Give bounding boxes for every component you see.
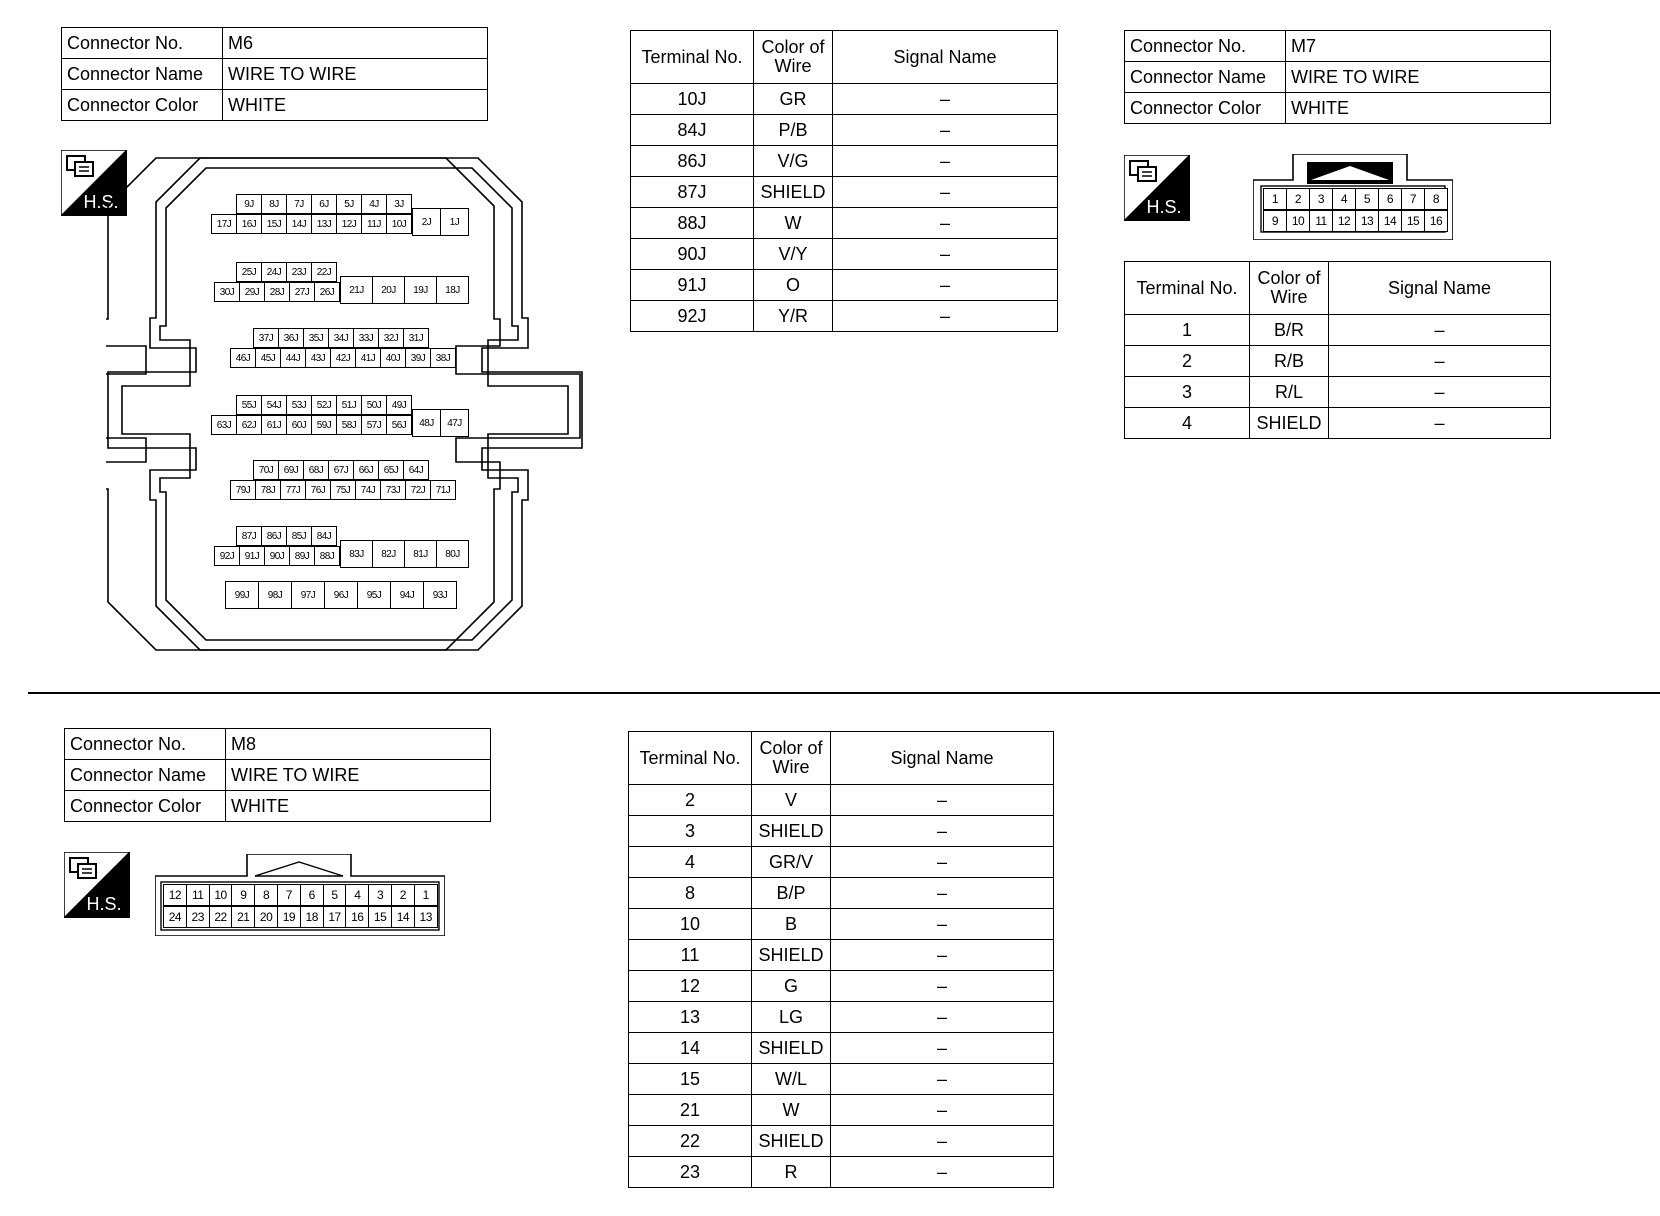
signal-name-cell: – — [833, 208, 1058, 239]
terminal-pin: 20 — [254, 906, 278, 928]
terminal-pin: 6J — [311, 194, 337, 214]
info-value: WIRE TO WIRE — [226, 760, 491, 791]
terminal-pin: 11 — [1309, 210, 1333, 232]
table-row — [1125, 377, 1551, 408]
info-label: Connector Name — [62, 59, 223, 90]
terminal-no-cell: 88J — [631, 208, 754, 239]
signal-name-cell: – — [831, 878, 1054, 909]
terminal-pin: 9 — [1263, 210, 1287, 232]
terminal-no-cell: 15 — [629, 1064, 752, 1095]
wire-color-cell: LG — [752, 1002, 831, 1033]
terminal-pin: 72J — [405, 480, 431, 500]
terminal-pin: 67J — [328, 460, 354, 480]
terminal-pin: 37J — [253, 328, 279, 348]
info-value: M7 — [1286, 31, 1551, 62]
terminal-pin: 12 — [1332, 210, 1356, 232]
terminal-pin: 36J — [278, 328, 304, 348]
terminal-pin: 7 — [277, 884, 301, 906]
table-row — [629, 909, 1054, 940]
terminal-pin: 2J — [412, 208, 441, 236]
terminal-pin: 79J — [230, 480, 256, 500]
terminal-pin: 13 — [1355, 210, 1379, 232]
info-row — [62, 28, 488, 59]
terminal-pin: 30J — [214, 282, 240, 302]
terminal-pin: 97J — [291, 581, 325, 609]
header-signal-name: Signal Name — [831, 732, 1054, 785]
terminal-pin: 60J — [286, 415, 312, 435]
terminal-pin: 10J — [386, 214, 412, 234]
wire-color-cell: SHIELD — [752, 940, 831, 971]
hs-label: H.S. — [1146, 197, 1182, 217]
wire-color-cell: W — [752, 1095, 831, 1126]
table-row — [1125, 315, 1551, 346]
table-row — [629, 1095, 1054, 1126]
wire-color-cell: W — [754, 208, 833, 239]
terminal-pin: 13J — [311, 214, 337, 234]
terminal-pin: 96J — [324, 581, 358, 609]
terminal-pin: 23 — [186, 906, 210, 928]
signal-name-cell: – — [833, 84, 1058, 115]
terminal-pin: 21 — [231, 906, 255, 928]
terminal-no-cell: 92J — [631, 301, 754, 332]
terminal-pin: 74J — [355, 480, 381, 500]
terminal-pin: 73J — [380, 480, 406, 500]
terminal-pin: 20J — [372, 276, 405, 304]
terminal-pin: 58J — [336, 415, 362, 435]
terminal-no-cell: 14 — [629, 1033, 752, 1064]
table-row — [1125, 346, 1551, 377]
wire-color-cell: P/B — [754, 115, 833, 146]
terminal-no-cell: 91J — [631, 270, 754, 301]
info-label: Connector No. — [1125, 31, 1286, 62]
m8-connector-info — [64, 728, 491, 822]
signal-name-cell: – — [831, 1002, 1054, 1033]
m7-connector-info — [1124, 30, 1551, 124]
terminal-pin: 39J — [405, 348, 431, 368]
table-row — [631, 146, 1058, 177]
info-label: Connector No. — [65, 729, 226, 760]
terminal-pin: 78J — [255, 480, 281, 500]
terminal-pin: 26J — [314, 282, 340, 302]
terminal-pin: 24J — [261, 262, 287, 282]
info-value: WHITE — [1286, 93, 1551, 124]
terminal-pin: 86J — [261, 526, 287, 546]
terminal-no-cell: 4 — [629, 847, 752, 878]
header-terminal-no: Terminal No. — [629, 732, 752, 785]
terminal-pin: 16 — [1424, 210, 1448, 232]
terminal-pin: 57J — [361, 415, 387, 435]
header-signal-name: Signal Name — [833, 31, 1058, 84]
signal-name-cell: – — [1329, 315, 1551, 346]
terminal-pin: 29J — [239, 282, 265, 302]
info-value: WIRE TO WIRE — [223, 59, 488, 90]
terminal-pin: 90J — [264, 546, 290, 566]
wire-color-cell: W/L — [752, 1064, 831, 1095]
terminal-pin: 4J — [361, 194, 387, 214]
terminal-pin: 95J — [357, 581, 391, 609]
terminal-no-cell: 87J — [631, 177, 754, 208]
wire-color-cell: B — [752, 909, 831, 940]
terminal-pin: 65J — [378, 460, 404, 480]
terminal-pin: 84J — [311, 526, 337, 546]
terminal-pin: 24 — [163, 906, 187, 928]
terminal-pin: 61J — [261, 415, 287, 435]
header-color-of-wire: Color of Wire — [754, 31, 833, 84]
terminal-pin: 3J — [386, 194, 412, 214]
terminal-pin: 54J — [261, 395, 287, 415]
terminal-pin: 94J — [390, 581, 424, 609]
terminal-pin: 1 — [414, 884, 438, 906]
table-row — [629, 816, 1054, 847]
terminal-pin: 4 — [345, 884, 369, 906]
terminal-pin: 59J — [311, 415, 337, 435]
terminal-pin: 16 — [345, 906, 369, 928]
terminal-pin: 49J — [386, 395, 412, 415]
table-row — [631, 115, 1058, 146]
terminal-pin: 14J — [286, 214, 312, 234]
terminal-pin: 15J — [261, 214, 287, 234]
terminal-no-cell: 3 — [629, 816, 752, 847]
m8-connector-face — [155, 854, 445, 936]
wire-color-cell: V/Y — [754, 239, 833, 270]
info-label: Connector No. — [62, 28, 223, 59]
terminal-pin: 17 — [323, 906, 347, 928]
terminal-pin: 33J — [353, 328, 379, 348]
terminal-pin: 9J — [236, 194, 262, 214]
terminal-pin: 71J — [430, 480, 456, 500]
signal-name-cell: – — [831, 1095, 1054, 1126]
terminal-pin: 69J — [278, 460, 304, 480]
terminal-pin: 5 — [323, 884, 347, 906]
info-value: WIRE TO WIRE — [1286, 62, 1551, 93]
signal-name-cell: – — [831, 847, 1054, 878]
info-label: Connector Name — [65, 760, 226, 791]
terminal-no-cell: 3 — [1125, 377, 1250, 408]
terminal-pin: 47J — [440, 409, 469, 437]
terminal-pin: 12 — [163, 884, 187, 906]
signal-name-cell: – — [833, 270, 1058, 301]
terminal-pin: 68J — [303, 460, 329, 480]
wire-color-cell: V — [752, 785, 831, 816]
terminal-pin: 25J — [236, 262, 262, 282]
info-row — [62, 90, 488, 121]
terminal-pin: 52J — [311, 395, 337, 415]
m8-harness-side-icon — [64, 852, 130, 918]
terminal-pin: 18J — [436, 276, 469, 304]
signal-name-cell: – — [831, 1126, 1054, 1157]
terminal-pin: 21J — [340, 276, 373, 304]
m7-connector-face — [1253, 154, 1453, 240]
table-row — [631, 208, 1058, 239]
table-header — [629, 732, 1054, 785]
terminal-pin: 92J — [214, 546, 240, 566]
wire-color-cell: Y/R — [754, 301, 833, 332]
terminal-pin: 80J — [436, 540, 469, 568]
m7-harness-side-icon — [1124, 155, 1190, 221]
signal-name-cell: – — [831, 940, 1054, 971]
terminal-pin: 98J — [258, 581, 292, 609]
header-signal-name: Signal Name — [1329, 262, 1551, 315]
terminal-pin: 56J — [386, 415, 412, 435]
header-terminal-no: Terminal No. — [1125, 262, 1250, 315]
wire-color-cell: B/P — [752, 878, 831, 909]
terminal-pin: 70J — [253, 460, 279, 480]
terminal-pin: 11 — [186, 884, 210, 906]
signal-name-cell: – — [833, 146, 1058, 177]
terminal-pin: 3 — [368, 884, 392, 906]
table-row — [629, 785, 1054, 816]
terminal-pin: 10 — [1286, 210, 1310, 232]
terminal-pin: 75J — [330, 480, 356, 500]
terminal-pin: 34J — [328, 328, 354, 348]
signal-name-cell: – — [831, 971, 1054, 1002]
wire-color-cell: SHIELD — [752, 1126, 831, 1157]
signal-name-cell: – — [831, 909, 1054, 940]
terminal-pin: 8 — [254, 884, 278, 906]
header-color-of-wire: Color of Wire — [752, 732, 831, 785]
terminal-pin: 17J — [211, 214, 237, 234]
terminal-pin: 66J — [353, 460, 379, 480]
terminal-no-cell: 2 — [629, 785, 752, 816]
terminal-no-cell: 22 — [629, 1126, 752, 1157]
terminal-pin: 93J — [423, 581, 457, 609]
terminal-no-cell: 10 — [629, 909, 752, 940]
terminal-pin: 1 — [1263, 188, 1287, 210]
table-row — [629, 1157, 1054, 1188]
terminal-pin: 83J — [340, 540, 373, 568]
info-label: Connector Color — [62, 90, 223, 121]
terminal-pin: 18 — [300, 906, 324, 928]
terminal-pin: 14 — [1378, 210, 1402, 232]
terminal-pin: 76J — [305, 480, 331, 500]
wire-color-cell: R/L — [1250, 377, 1329, 408]
table-header — [1125, 262, 1551, 315]
table-row — [629, 1033, 1054, 1064]
terminal-pin: 85J — [286, 526, 312, 546]
section-divider — [28, 692, 1660, 694]
terminal-pin: 8 — [1424, 188, 1448, 210]
wire-color-cell: SHIELD — [752, 816, 831, 847]
terminal-pin: 28J — [264, 282, 290, 302]
terminal-no-cell: 90J — [631, 239, 754, 270]
terminal-pin: 64J — [403, 460, 429, 480]
terminal-pin: 8J — [261, 194, 287, 214]
m7-terminal-table — [1124, 261, 1551, 439]
terminal-pin: 22 — [209, 906, 233, 928]
terminal-pin: 35J — [303, 328, 329, 348]
wire-color-cell: O — [754, 270, 833, 301]
terminal-pin: 41J — [355, 348, 381, 368]
terminal-pin: 5 — [1355, 188, 1379, 210]
signal-name-cell: – — [831, 1157, 1054, 1188]
terminal-no-cell: 11 — [629, 940, 752, 971]
terminal-pin: 53J — [286, 395, 312, 415]
terminal-pin: 22J — [311, 262, 337, 282]
terminal-pin: 62J — [236, 415, 262, 435]
terminal-pin: 1J — [440, 208, 469, 236]
info-row — [65, 729, 491, 760]
terminal-no-cell: 10J — [631, 84, 754, 115]
terminal-pin: 77J — [280, 480, 306, 500]
hs-label: H.S. — [83, 192, 119, 212]
table-row — [631, 270, 1058, 301]
table-row — [629, 1126, 1054, 1157]
terminal-no-cell: 12 — [629, 971, 752, 1002]
signal-name-cell: – — [831, 816, 1054, 847]
signal-name-cell: – — [831, 785, 1054, 816]
terminal-pin: 81J — [404, 540, 437, 568]
table-row — [1125, 408, 1551, 439]
terminal-pin: 99J — [225, 581, 259, 609]
table-row — [631, 239, 1058, 270]
terminal-pin: 10 — [209, 884, 233, 906]
info-row — [1125, 31, 1551, 62]
terminal-pin: 13 — [414, 906, 438, 928]
terminal-pin: 7J — [286, 194, 312, 214]
wire-color-cell: SHIELD — [1250, 408, 1329, 439]
m6-connector-info — [61, 27, 488, 121]
terminal-pin: 44J — [280, 348, 306, 368]
m8-terminal-table — [628, 731, 1054, 1188]
terminal-pin: 12J — [336, 214, 362, 234]
terminal-pin: 19J — [404, 276, 437, 304]
terminal-pin: 16J — [236, 214, 262, 234]
terminal-pin: 55J — [236, 395, 262, 415]
info-row — [65, 760, 491, 791]
terminal-pin: 2 — [1286, 188, 1310, 210]
info-value: M6 — [223, 28, 488, 59]
terminal-pin: 42J — [330, 348, 356, 368]
info-row — [62, 59, 488, 90]
terminal-pin: 15 — [1401, 210, 1425, 232]
signal-name-cell: – — [833, 301, 1058, 332]
wire-color-cell: GR — [754, 84, 833, 115]
wire-color-cell: B/R — [1250, 315, 1329, 346]
signal-name-cell: – — [833, 115, 1058, 146]
info-row — [65, 791, 491, 822]
signal-name-cell: – — [831, 1033, 1054, 1064]
terminal-pin: 82J — [372, 540, 405, 568]
header-color-of-wire: Color of Wire — [1250, 262, 1329, 315]
info-row — [1125, 93, 1551, 124]
table-header — [631, 31, 1058, 84]
terminal-pin: 31J — [403, 328, 429, 348]
terminal-pin: 27J — [289, 282, 315, 302]
terminal-pin: 87J — [236, 526, 262, 546]
table-row — [629, 1064, 1054, 1095]
terminal-pin: 4 — [1332, 188, 1356, 210]
wire-color-cell: V/G — [754, 146, 833, 177]
terminal-pin: 3 — [1309, 188, 1333, 210]
terminal-pin: 40J — [380, 348, 406, 368]
terminal-no-cell: 13 — [629, 1002, 752, 1033]
wire-color-cell: R — [752, 1157, 831, 1188]
info-row — [1125, 62, 1551, 93]
info-value: M8 — [226, 729, 491, 760]
terminal-no-cell: 8 — [629, 878, 752, 909]
terminal-pin: 38J — [430, 348, 456, 368]
table-row — [629, 847, 1054, 878]
header-terminal-no: Terminal No. — [631, 31, 754, 84]
terminal-pin: 14 — [391, 906, 415, 928]
terminal-pin: 89J — [289, 546, 315, 566]
signal-name-cell: – — [833, 239, 1058, 270]
terminal-pin: 51J — [336, 395, 362, 415]
terminal-pin: 45J — [255, 348, 281, 368]
terminal-no-cell: 84J — [631, 115, 754, 146]
wire-color-cell: GR/V — [752, 847, 831, 878]
table-row — [629, 940, 1054, 971]
signal-name-cell: – — [1329, 346, 1551, 377]
hs-label: H.S. — [86, 894, 122, 914]
table-row — [629, 878, 1054, 909]
terminal-pin: 5J — [336, 194, 362, 214]
info-value: WHITE — [223, 90, 488, 121]
info-label: Connector Color — [65, 791, 226, 822]
terminal-pin: 63J — [211, 415, 237, 435]
terminal-pin: 9 — [231, 884, 255, 906]
signal-name-cell: – — [831, 1064, 1054, 1095]
wire-color-cell: SHIELD — [752, 1033, 831, 1064]
terminal-no-cell: 2 — [1125, 346, 1250, 377]
wire-color-cell: SHIELD — [754, 177, 833, 208]
info-label: Connector Name — [1125, 62, 1286, 93]
table-row — [629, 971, 1054, 1002]
terminal-pin: 32J — [378, 328, 404, 348]
table-row — [629, 1002, 1054, 1033]
terminal-pin: 19 — [277, 906, 301, 928]
terminal-pin: 6 — [1378, 188, 1402, 210]
table-row — [631, 177, 1058, 208]
wire-color-cell: G — [752, 971, 831, 1002]
wire-color-cell: R/B — [1250, 346, 1329, 377]
terminal-pin: 43J — [305, 348, 331, 368]
terminal-pin: 91J — [239, 546, 265, 566]
terminal-pin: 23J — [286, 262, 312, 282]
terminal-pin: 6 — [300, 884, 324, 906]
info-label: Connector Color — [1125, 93, 1286, 124]
signal-name-cell: – — [1329, 408, 1551, 439]
info-value: WHITE — [226, 791, 491, 822]
terminal-pin: 11J — [361, 214, 387, 234]
terminal-no-cell: 1 — [1125, 315, 1250, 346]
terminal-pin: 46J — [230, 348, 256, 368]
terminal-no-cell: 23 — [629, 1157, 752, 1188]
terminal-pin: 88J — [314, 546, 340, 566]
signal-name-cell: – — [833, 177, 1058, 208]
m6-terminal-table — [630, 30, 1058, 332]
terminal-pin: 7 — [1401, 188, 1425, 210]
terminal-no-cell: 21 — [629, 1095, 752, 1126]
terminal-no-cell: 4 — [1125, 408, 1250, 439]
table-row — [631, 84, 1058, 115]
terminal-pin: 2 — [391, 884, 415, 906]
terminal-pin: 50J — [361, 395, 387, 415]
signal-name-cell: – — [1329, 377, 1551, 408]
table-row — [631, 301, 1058, 332]
terminal-pin: 15 — [368, 906, 392, 928]
terminal-pin: 48J — [412, 409, 441, 437]
terminal-no-cell: 86J — [631, 146, 754, 177]
